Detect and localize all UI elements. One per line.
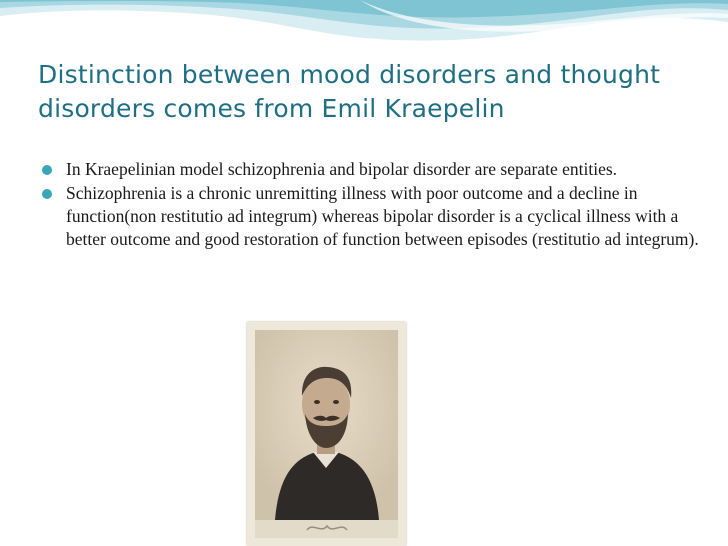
bullet-icon <box>42 189 52 199</box>
portrait-image <box>247 322 406 546</box>
bullet-item <box>40 158 700 181</box>
bullet-list <box>40 158 700 252</box>
bullet-text: In Kraepelinian model schizophrenia and bipolar disorder are separate entities. <box>66 159 618 179</box>
bullet-icon <box>42 165 52 175</box>
slide-title: Distinction between mood disorders and thought disorders comes from Emil Kraepelin <box>38 60 661 123</box>
header-wave-decoration <box>0 0 728 60</box>
portrait-photo <box>247 322 406 546</box>
bullet-text: Schizophrenia is a chronic unremitting illness with poor outcome and a decline in function(non restitutio ad integrum) whereas bipolar disorder is a cyclical illness with a better outcome and good restoration of function between episodes (restitutio ad integrum). <box>66 183 699 249</box>
bullet-item <box>40 182 700 251</box>
